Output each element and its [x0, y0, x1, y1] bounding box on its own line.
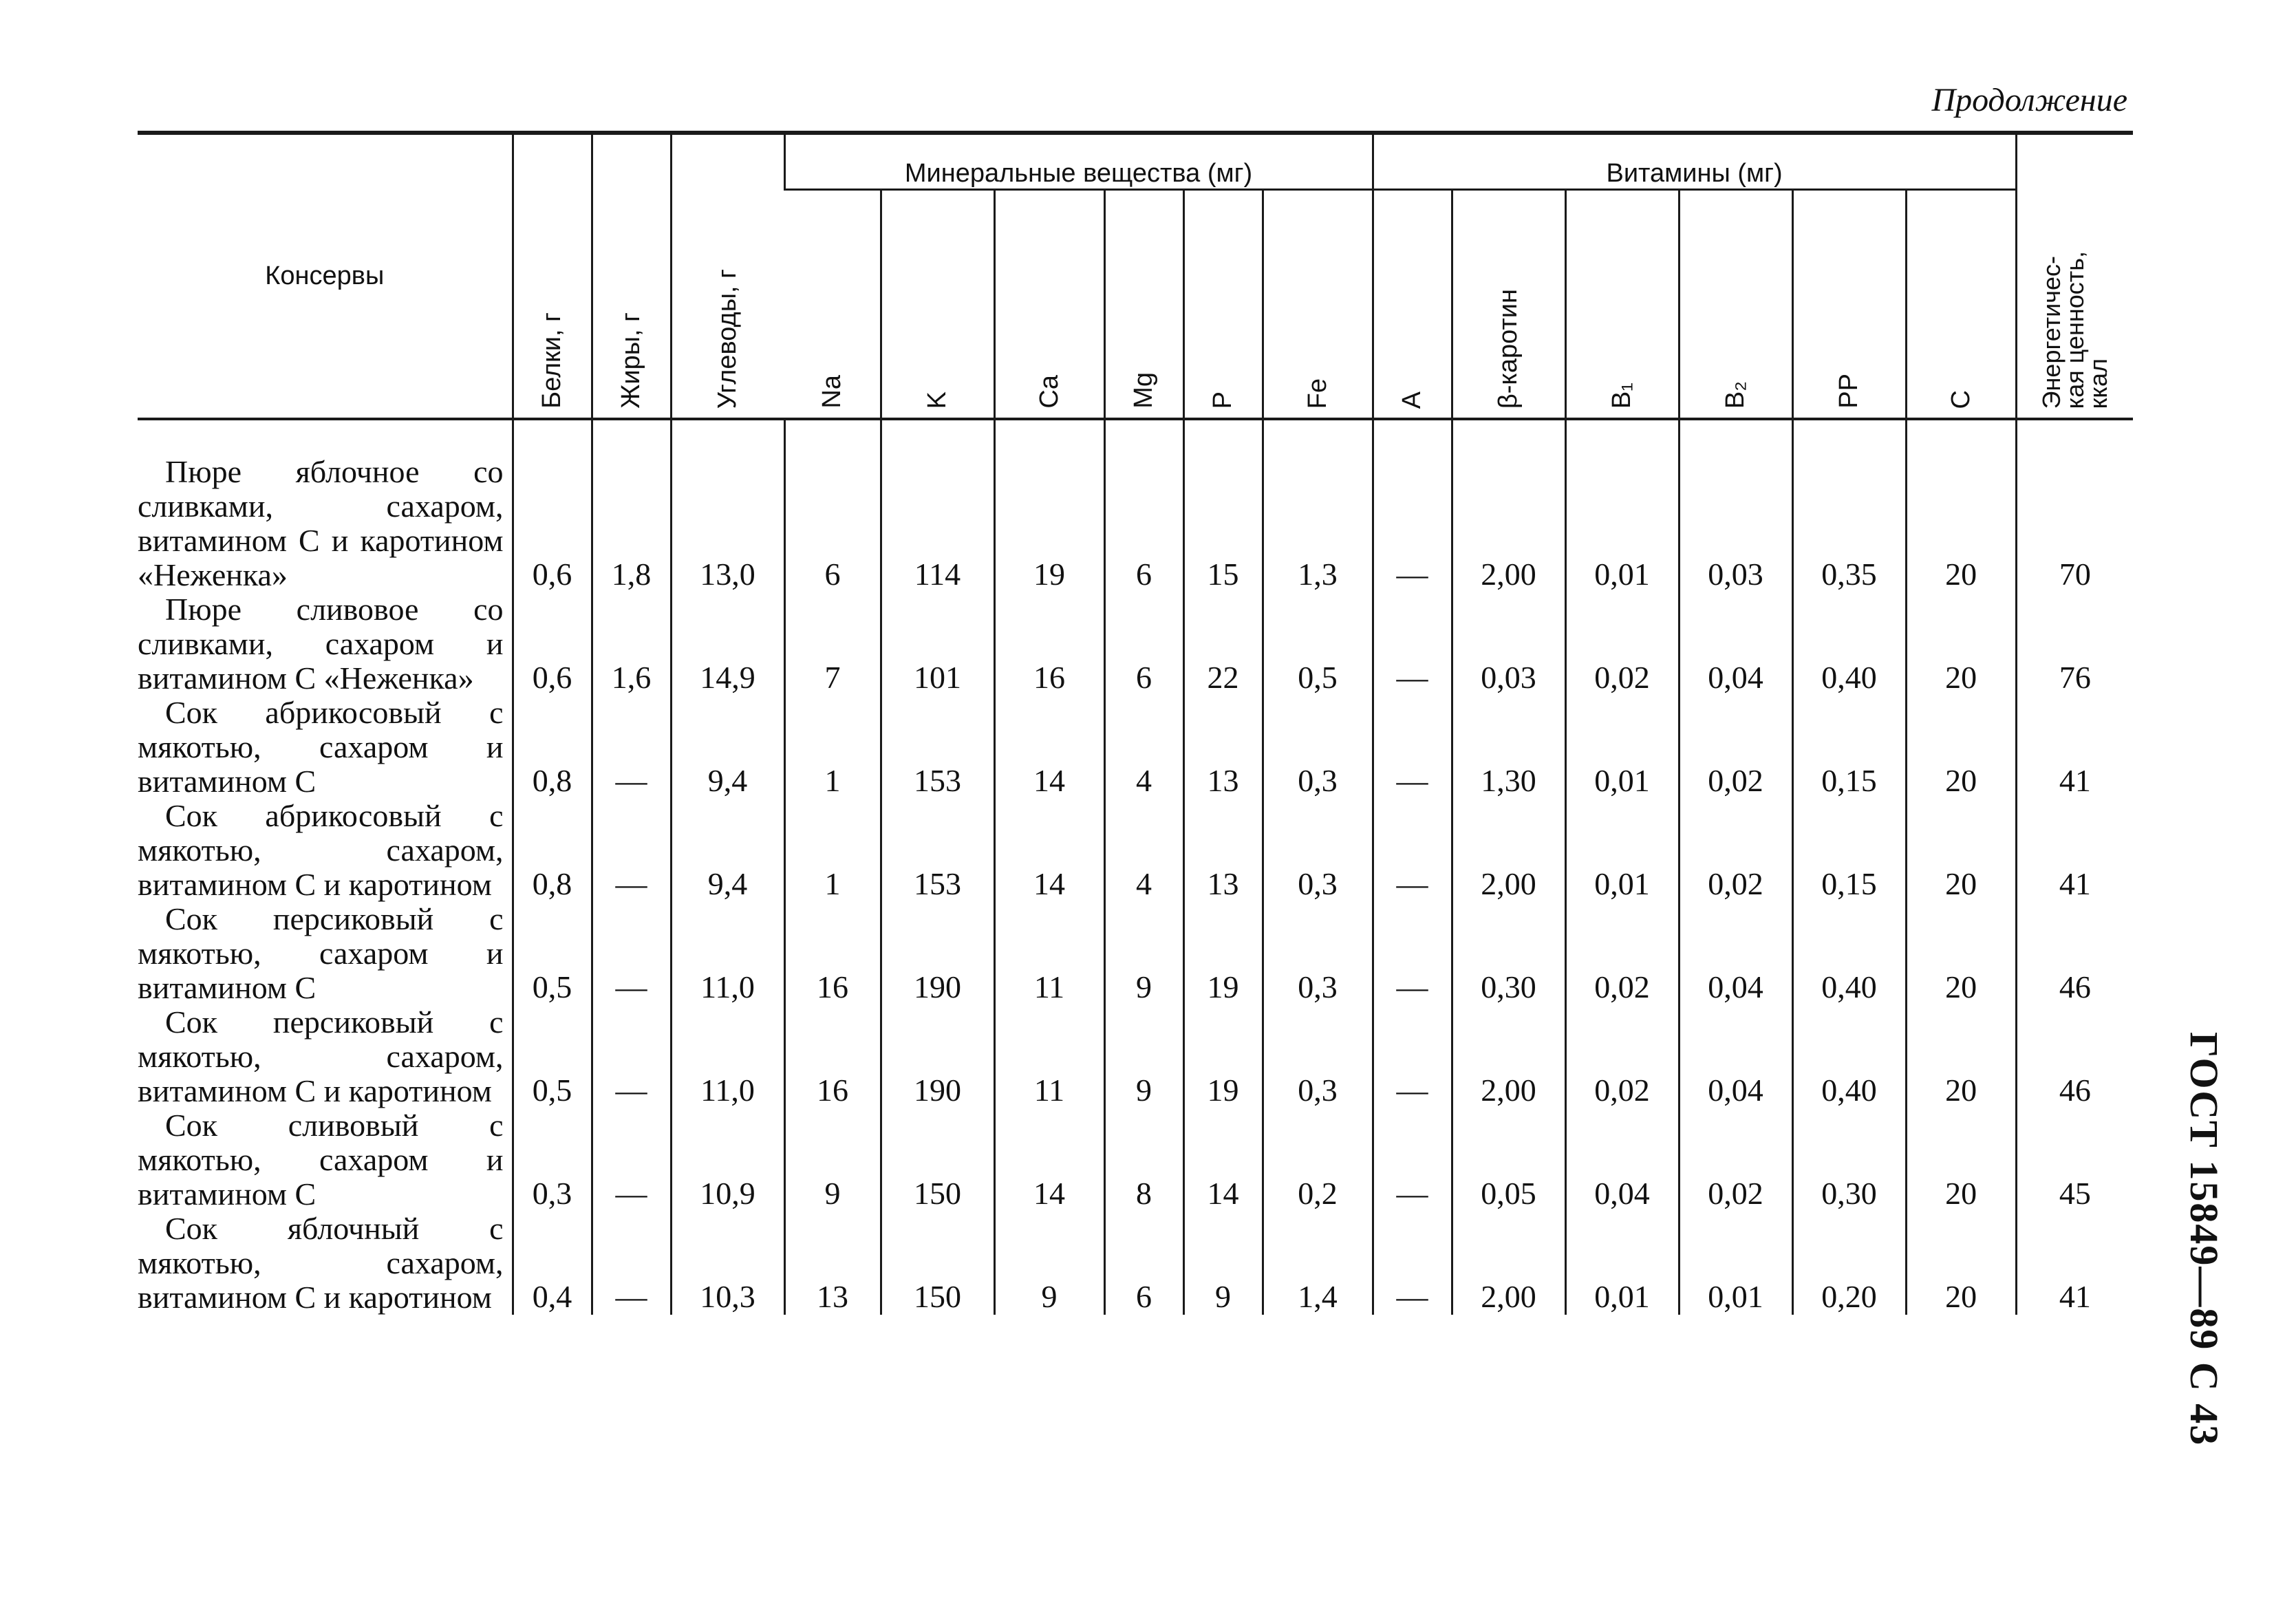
value-cell: 0,6 [513, 592, 592, 696]
value-cell: 0,02 [1679, 696, 1792, 799]
value-cell: 20 [1906, 1005, 2016, 1108]
header-vit-a: A [1373, 190, 1452, 420]
product-name [138, 1212, 513, 1315]
value-cell: 0,03 [1679, 419, 1792, 592]
value-cell: — [1373, 902, 1452, 1005]
value-cell: 19 [1183, 1005, 1263, 1108]
table-row [138, 799, 2133, 902]
table-row [138, 1005, 2133, 1108]
product-name [138, 1005, 513, 1108]
value-cell: 41 [2016, 799, 2133, 902]
value-cell: — [1373, 696, 1452, 799]
table-row [138, 1108, 2133, 1212]
value-cell: 0,04 [1679, 902, 1792, 1005]
header-vit-c: C [1906, 190, 2016, 420]
value-cell: 20 [1906, 696, 2016, 799]
value-cell: — [1373, 1005, 1452, 1108]
value-cell: 0,01 [1565, 696, 1679, 799]
value-cell: 0,8 [513, 799, 592, 902]
value-cell: 6 [1104, 592, 1183, 696]
header-protein: Белки, г [513, 133, 592, 419]
value-cell: 14 [1183, 1108, 1263, 1212]
value-cell: 0,02 [1565, 1005, 1679, 1108]
value-cell: 9 [784, 1108, 881, 1212]
value-cell: — [592, 799, 671, 902]
header-vitamins-group: Витамины (мг) [1373, 133, 2016, 190]
value-cell: 1,30 [1452, 696, 1565, 799]
value-cell: 9 [1104, 1005, 1183, 1108]
value-cell: 14 [994, 799, 1104, 902]
value-cell: 1,6 [592, 592, 671, 696]
value-cell: 6 [1104, 419, 1183, 592]
value-cell: 45 [2016, 1108, 2133, 1212]
value-cell: 0,04 [1679, 1005, 1792, 1108]
value-cell: 2,00 [1452, 1005, 1565, 1108]
product-name-text: Сок абрикосовый с мякотью, сахаром и витамином С [138, 695, 504, 799]
value-cell: 10,9 [671, 1108, 784, 1212]
header-konservy: Консервы [138, 133, 513, 419]
header-p: P [1183, 190, 1263, 420]
value-cell: — [1373, 1212, 1452, 1315]
value-cell: 0,2 [1263, 1108, 1373, 1212]
value-cell: 0,8 [513, 696, 592, 799]
value-cell: 1,3 [1263, 419, 1373, 592]
product-name [138, 696, 513, 799]
value-cell: 0,01 [1565, 419, 1679, 592]
value-cell: 19 [1183, 902, 1263, 1005]
value-cell: 0,5 [513, 902, 592, 1005]
header-mg: Mg [1104, 190, 1183, 420]
product-name [138, 592, 513, 696]
value-cell: 46 [2016, 1005, 2133, 1108]
value-cell: 0,01 [1565, 799, 1679, 902]
value-cell: 1,4 [1263, 1212, 1373, 1315]
value-cell: 0,05 [1452, 1108, 1565, 1212]
product-name-text: Сок яблочный с мякотью, сахаром, витамином С и каротином [138, 1211, 504, 1315]
value-cell: — [592, 1212, 671, 1315]
value-cell: 0,4 [513, 1212, 592, 1315]
value-cell: 13 [1183, 696, 1263, 799]
value-cell: 0,20 [1792, 1212, 1906, 1315]
value-cell: 2,00 [1452, 1212, 1565, 1315]
value-cell: 9,4 [671, 799, 784, 902]
value-cell: 11 [994, 1005, 1104, 1108]
value-cell: 19 [994, 419, 1104, 592]
header-carbs: Углеводы, г [671, 133, 784, 419]
value-cell: 0,30 [1792, 1108, 1906, 1212]
value-cell: 11,0 [671, 902, 784, 1005]
value-cell: 0,3 [1263, 799, 1373, 902]
value-cell: — [1373, 419, 1452, 592]
value-cell: 150 [881, 1108, 994, 1212]
table-row [138, 902, 2133, 1005]
table-body [138, 419, 2133, 1315]
value-cell: 4 [1104, 696, 1183, 799]
value-cell: — [1373, 592, 1452, 696]
header-na: Na [784, 190, 881, 420]
value-cell: — [592, 902, 671, 1005]
continuation-label: Продолжение [1931, 82, 2127, 118]
value-cell: 2,00 [1452, 419, 1565, 592]
value-cell: 46 [2016, 902, 2133, 1005]
product-name [138, 1108, 513, 1212]
value-cell: 9 [1183, 1212, 1263, 1315]
value-cell: 20 [1906, 592, 2016, 696]
value-cell: 0,04 [1565, 1108, 1679, 1212]
value-cell: 0,15 [1792, 799, 1906, 902]
header-minerals-group: Минеральные вещества (мг) [784, 133, 1373, 190]
nutrition-table [138, 131, 2133, 1315]
value-cell: 22 [1183, 592, 1263, 696]
value-cell: 2,00 [1452, 799, 1565, 902]
product-name-text: Пюре яблочное со сливками, сахаром, витамином С и каротином «Неженка» [138, 454, 504, 592]
value-cell: 20 [1906, 902, 2016, 1005]
header-beta-carotene: β-каротин [1452, 190, 1565, 420]
table-row [138, 696, 2133, 799]
value-cell: 0,02 [1565, 592, 1679, 696]
value-cell: 7 [784, 592, 881, 696]
value-cell: 0,5 [1263, 592, 1373, 696]
value-cell: 153 [881, 696, 994, 799]
value-cell: 13 [784, 1212, 881, 1315]
header-fat: Жиры, г [592, 133, 671, 419]
value-cell: — [592, 1108, 671, 1212]
value-cell: 150 [881, 1212, 994, 1315]
product-name-text: Сок сливовый с мякотью, сахаром и витамином С [138, 1108, 504, 1212]
value-cell: 0,40 [1792, 592, 1906, 696]
product-name-text: Пюре сливовое со сливками, сахаром и витамином С «Неженка» [138, 592, 504, 696]
value-cell: 9 [1104, 902, 1183, 1005]
value-cell: 190 [881, 902, 994, 1005]
header-vit-b1: B₁ [1565, 190, 1679, 420]
value-cell: 16 [784, 1005, 881, 1108]
value-cell: 13,0 [671, 419, 784, 592]
product-name [138, 902, 513, 1005]
product-name-text: Сок абрикосовый с мякотью, сахаром, витамином С и каротином [138, 798, 504, 902]
value-cell: 6 [784, 419, 881, 592]
value-cell: 0,02 [1679, 799, 1792, 902]
value-cell: 11 [994, 902, 1104, 1005]
table-row [138, 1212, 2133, 1315]
value-cell: 0,02 [1679, 1108, 1792, 1212]
value-cell: 1,8 [592, 419, 671, 592]
value-cell: 20 [1906, 1212, 2016, 1315]
value-cell: 16 [994, 592, 1104, 696]
value-cell: 4 [1104, 799, 1183, 902]
header-fe: Fe [1263, 190, 1373, 420]
header-vit-b2: B₂ [1679, 190, 1792, 420]
value-cell: 70 [2016, 419, 2133, 592]
value-cell: 20 [1906, 799, 2016, 902]
value-cell: 0,5 [513, 1005, 592, 1108]
value-cell: 15 [1183, 419, 1263, 592]
value-cell: — [1373, 1108, 1452, 1212]
value-cell: 1 [784, 799, 881, 902]
header-vit-pp: PP [1792, 190, 1906, 420]
value-cell: — [592, 1005, 671, 1108]
value-cell: 0,3 [513, 1108, 592, 1212]
value-cell: 41 [2016, 1212, 2133, 1315]
value-cell: 8 [1104, 1108, 1183, 1212]
product-name-text: Сок персиковый с мякотью, сахаром и витамином С [138, 901, 504, 1005]
value-cell: 6 [1104, 1212, 1183, 1315]
value-cell: 190 [881, 1005, 994, 1108]
value-cell: 14 [994, 696, 1104, 799]
table-row [138, 592, 2133, 696]
header-k: K [881, 190, 994, 420]
product-name [138, 419, 513, 592]
value-cell: 0,03 [1452, 592, 1565, 696]
value-cell: 14,9 [671, 592, 784, 696]
value-cell: 9 [994, 1212, 1104, 1315]
value-cell: 0,04 [1679, 592, 1792, 696]
value-cell: 0,01 [1565, 1212, 1679, 1315]
value-cell: 0,01 [1679, 1212, 1792, 1315]
value-cell: 0,40 [1792, 1005, 1906, 1108]
value-cell: 0,40 [1792, 902, 1906, 1005]
value-cell: 1 [784, 696, 881, 799]
header-ca: Ca [994, 190, 1104, 420]
value-cell: 11,0 [671, 1005, 784, 1108]
value-cell: 76 [2016, 592, 2133, 696]
value-cell: 0,3 [1263, 1005, 1373, 1108]
value-cell: 20 [1906, 1108, 2016, 1212]
value-cell: 101 [881, 592, 994, 696]
product-name-text: Сок персиковый с мякотью, сахаром, витамином С и каротином [138, 1004, 504, 1108]
value-cell: 0,30 [1452, 902, 1565, 1005]
value-cell: 0,3 [1263, 902, 1373, 1005]
table-row [138, 419, 2133, 592]
value-cell: 41 [2016, 696, 2133, 799]
value-cell: 153 [881, 799, 994, 902]
value-cell: 0,02 [1565, 902, 1679, 1005]
document-code: ГОСТ 15849—89 С 43 [2182, 1032, 2227, 1447]
value-cell: 14 [994, 1108, 1104, 1212]
value-cell: — [1373, 799, 1452, 902]
header-energy: Энергетичес- кая ценность, ккал [2016, 133, 2133, 419]
value-cell: 0,3 [1263, 696, 1373, 799]
value-cell: 16 [784, 902, 881, 1005]
value-cell: 0,35 [1792, 419, 1906, 592]
value-cell: — [592, 696, 671, 799]
value-cell: 0,15 [1792, 696, 1906, 799]
value-cell: 13 [1183, 799, 1263, 902]
value-cell: 10,3 [671, 1212, 784, 1315]
value-cell: 9,4 [671, 696, 784, 799]
value-cell: 20 [1906, 419, 2016, 592]
value-cell: 114 [881, 419, 994, 592]
value-cell: 0,6 [513, 419, 592, 592]
product-name [138, 799, 513, 902]
